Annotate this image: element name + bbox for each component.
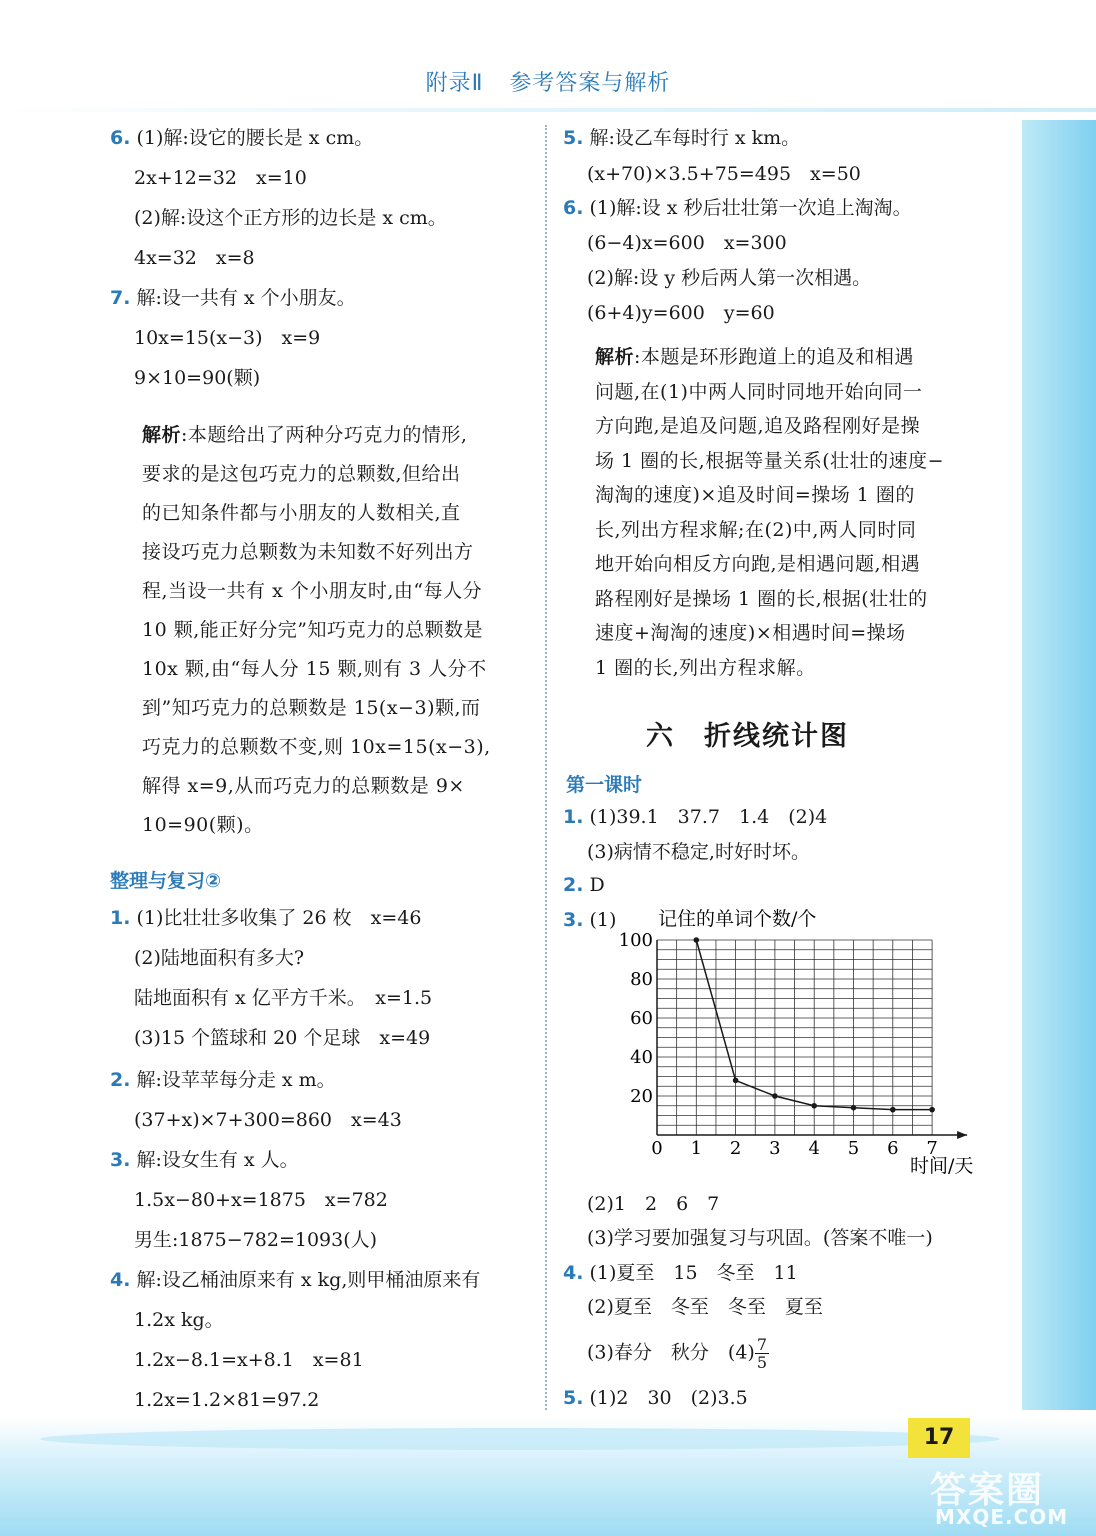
right-analysis-line: 方向跑,是追及问题,追及路程刚好是操 <box>595 415 921 437</box>
right-a3-line3: (3)学习要加强复习与巩固。(答案不唯一) <box>587 1227 933 1249</box>
x-tick-label: 7 <box>926 1138 938 1159</box>
header-title: 参考答案与解析 <box>509 71 671 96</box>
right-q6-line1: 6. (1)解:设 x 秒后壮壮第一次追上淘淘。 <box>563 197 912 219</box>
left-r4-line2: 1.2x kg。 <box>134 1309 224 1331</box>
data-point <box>890 1107 896 1113</box>
right-a5-line1: 5. (1)2 30 (2)3.5 <box>563 1387 748 1409</box>
left-r2-line2: (37+x)×7+300=860 x=43 <box>134 1109 402 1131</box>
left-analysis-line: 要求的是这包巧克力的总颗数,但给出 <box>142 463 461 485</box>
left-r3-line2: 1.5x−80+x=1875 x=782 <box>134 1189 388 1211</box>
right-a3-line2: (2)1 2 6 7 <box>587 1193 720 1215</box>
x-axis-arrow <box>957 1131 967 1139</box>
line-chart <box>600 900 980 1185</box>
y-axis-label: 记住的单词个数/个 <box>658 908 817 930</box>
right-analysis-line: 地开始向相反方向跑,是相遇问题,相遇 <box>595 553 921 575</box>
y-tick-label: 20 <box>630 1086 653 1107</box>
watermark-logo: 答案圈 <box>930 1470 1045 1511</box>
bottom-wave <box>40 1428 1000 1450</box>
right-analysis <box>595 340 990 685</box>
right-analysis-line: 路程刚好是操场 1 圈的长,根据(壮壮的 <box>595 587 928 610</box>
right-analysis-line: 解析:本题是环形跑道上的追及和相遇 <box>595 346 914 368</box>
x-tick-label: 1 <box>690 1138 703 1159</box>
fraction: $\frac{7}{5}$ <box>756 1335 768 1372</box>
left-r1-line4: (3)15 个篮球和 20 个足球 x=49 <box>134 1027 431 1049</box>
right-analysis-line: 速度+淘淘的速度)×相遇时间=操场 <box>595 622 906 644</box>
left-analysis-line: 10=90(颗)。 <box>142 814 264 836</box>
right-q5-line1: 5. 解:设乙车每时行 x km。 <box>563 127 801 149</box>
left-analysis-line: 10x 颗,由“每人分 15 颗,则有 3 人分不 <box>142 658 487 680</box>
x-axis-label: 时间/天 <box>910 1155 974 1177</box>
y-tick-label: 40 <box>630 1047 653 1068</box>
x-tick-label: 6 <box>887 1138 899 1159</box>
data-point <box>811 1103 817 1109</box>
left-r3-line1: 3. 解:设女生有 x 人。 <box>110 1149 299 1171</box>
left-analysis <box>142 416 532 845</box>
left-q7-line3: 9×10=90(颗) <box>134 367 261 389</box>
data-point <box>772 1093 778 1099</box>
x-tick-label: 3 <box>769 1138 781 1159</box>
right-analysis-line: 长,列出方程求解;在(2)中,两人同时同 <box>595 518 917 541</box>
watermark-url: MXQE.COM <box>935 1505 1069 1529</box>
left-r2-line1: 2. 解:设苹苹每分走 x m。 <box>110 1069 336 1091</box>
right-q5-line2: (x+70)×3.5+75=495 x=50 <box>587 163 861 185</box>
section-title: 六 折线统计图 <box>646 721 849 752</box>
right-a4-line1: 4. (1)夏至 15 冬至 11 <box>563 1262 798 1284</box>
left-q6-line2: 2x+12=32 x=10 <box>134 167 307 189</box>
y-tick-label: 80 <box>630 969 653 990</box>
right-q6-line4: (6+4)y=600 y=60 <box>587 302 775 324</box>
x-tick-label: 5 <box>847 1138 860 1159</box>
right-analysis-line: 1 圈的长,列出方程求解。 <box>595 656 816 679</box>
left-analysis-line: 程,当设一共有 x 个小朋友时,由“每人分 <box>142 580 483 602</box>
column-divider <box>545 125 547 1410</box>
right-q6-line2: (6−4)x=600 x=300 <box>587 232 787 254</box>
y-tick-label: 100 <box>618 930 653 951</box>
left-analysis-line: 巧克力的总颗数不变,则 10x=15(x−3), <box>142 736 491 758</box>
right-q6-line3: (2)解:设 y 秒后两人第一次相遇。 <box>587 267 872 289</box>
left-r4-line4: 1.2x=1.2×81=97.2 <box>134 1389 320 1411</box>
right-edge-band <box>1022 120 1096 1410</box>
left-r1-line3: 陆地面积有 x 亿平方千米。 x=1.5 <box>134 987 433 1009</box>
right-a4-line3: (3)春分 秋分 (4) $\frac{7}{5}$ <box>587 1335 768 1372</box>
right-analysis-line: 淘淘的速度)×追及时间=操场 1 圈的 <box>595 484 915 506</box>
chart-grid <box>657 940 932 1135</box>
right-a2-line1: 2. D <box>563 874 605 896</box>
left-analysis-line: 解析:本题给出了两种分巧克力的情形, <box>142 424 468 446</box>
header-rule <box>0 108 1096 112</box>
right-analysis-line: 问题,在(1)中两人同时同地开始向同一 <box>595 380 923 403</box>
left-analysis-line: 10 颗,能正好分完”知巧克力的总颗数是 <box>142 619 483 641</box>
x-tick-label: 0 <box>651 1138 663 1159</box>
left-r3-line3: 男生:1875−782=1093(人) <box>134 1229 378 1251</box>
right-a3-line1: 3. (1) <box>563 909 617 931</box>
x-tick-label: 4 <box>808 1138 820 1159</box>
header-appendix: 附录Ⅱ <box>425 71 484 96</box>
page-number: 17 <box>908 1418 970 1458</box>
y-tick-label: 60 <box>630 1008 653 1029</box>
data-point <box>733 1078 739 1084</box>
left-q7-line1: 7. 解:设一共有 x 个小朋友。 <box>110 287 356 309</box>
left-analysis-line: 解得 x=9,从而巧克力的总颗数是 9× <box>142 775 465 797</box>
left-analysis-line: 到”知巧克力的总颗数是 15(x−3)颗,而 <box>142 697 481 719</box>
left-analysis-line: 接设巧克力总颗数为未知数不好列出方 <box>142 541 474 563</box>
left-r1-line1: 1. (1)比壮壮多收集了 26 枚 x=46 <box>110 907 422 929</box>
x-tick-label: 2 <box>729 1138 742 1159</box>
left-r1-line2: (2)陆地面积有多大? <box>134 947 305 969</box>
left-r4-line1: 4. 解:设乙桶油原来有 x kg,则甲桶油原来有 <box>110 1269 481 1291</box>
right-a4-line2: (2)夏至 冬至 冬至 夏至 <box>587 1296 823 1318</box>
data-point <box>851 1105 857 1111</box>
data-point <box>694 937 700 943</box>
right-a1-line2: (3)病情不稳定,时好时坏。 <box>587 841 810 863</box>
review-heading: 整理与复习② <box>110 870 222 892</box>
data-point <box>929 1107 935 1113</box>
left-analysis-line: 的已知条件都与小朋友的人数相关,直 <box>142 502 461 524</box>
right-analysis-line: 场 1 圈的长,根据等量关系(壮壮的速度− <box>595 449 945 472</box>
lesson-heading: 第一课时 <box>566 774 643 796</box>
chart-ticks <box>619 930 938 1159</box>
left-q6-line4: 4x=32 x=8 <box>134 247 255 269</box>
left-q6-line3: (2)解:设这个正方形的边长是 x cm。 <box>134 207 447 229</box>
left-q6-line1: 6. (1)解:设它的腰长是 x cm。 <box>110 127 374 149</box>
left-q7-line2: 10x=15(x−3) x=9 <box>134 327 321 349</box>
right-a1-line1: 1. (1)39.1 37.7 1.4 (2)4 <box>563 806 828 828</box>
left-r4-line3: 1.2x−8.1=x+8.1 x=81 <box>134 1349 364 1371</box>
page-header <box>0 66 1096 97</box>
